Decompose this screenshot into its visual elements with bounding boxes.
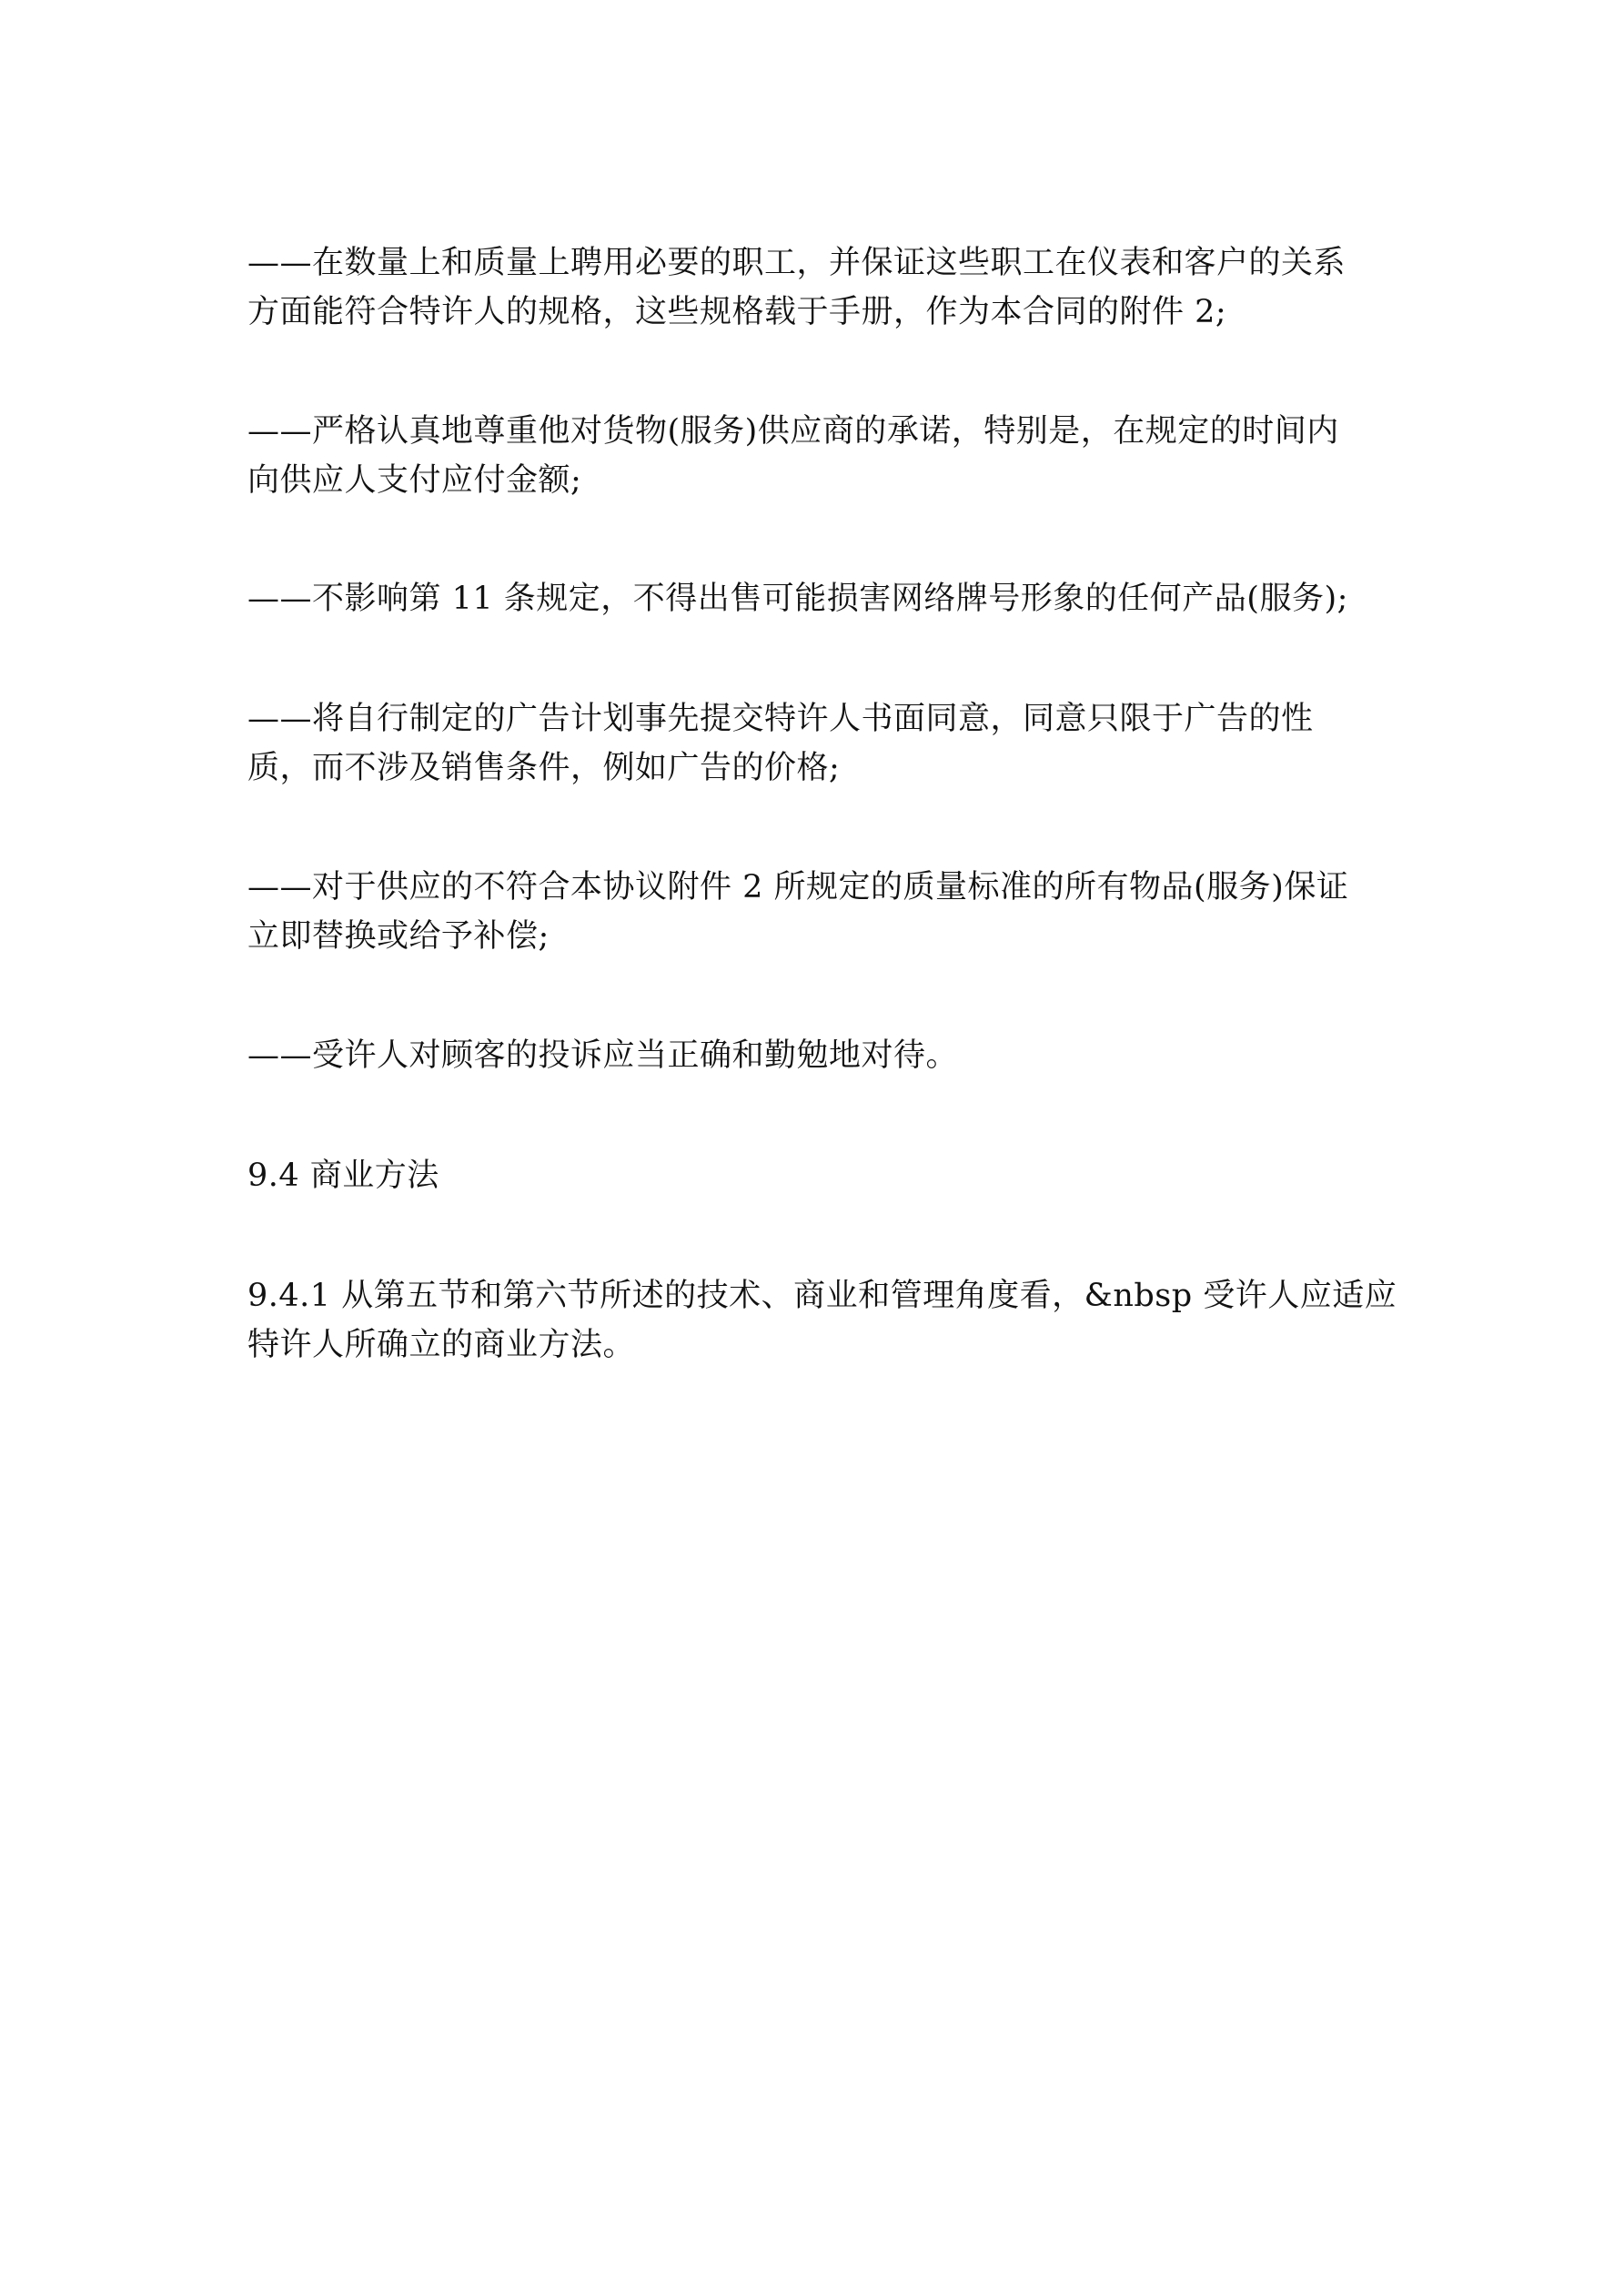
paragraph-line: 质，而不涉及销售条件，例如广告的价格; — [247, 750, 841, 786]
paragraph-line: 立即替换或给予补偿; — [247, 918, 550, 955]
paragraph-line: ——在数量上和质量上聘用必要的职工，并保证这些职工在仪表和客户的关系 — [247, 245, 1347, 281]
paragraph-line: ——将自行制定的广告计划事先提交特许人书面同意，同意只限于广告的性 — [247, 701, 1314, 737]
section-heading-text: 9.4 商业方法 — [247, 1158, 439, 1194]
paragraph-line: ——受许人对顾客的投诉应当正确和勤勉地对待。 — [247, 1037, 959, 1074]
paragraph-line: ——严格认真地尊重他对货物(服务)供应商的承诺，特别是，在规定的时间内 — [247, 413, 1339, 450]
paragraph-staff-requirements — [247, 238, 1346, 337]
paragraph-supplier-commitments — [247, 407, 1339, 505]
paragraph-business-method-adaptation — [247, 1271, 1397, 1370]
paragraph-quality-replacement — [247, 863, 1348, 961]
section-heading-business-methods — [247, 1151, 439, 1200]
paragraph-product-restriction — [247, 574, 1348, 623]
paragraph-line: ——对于供应的不符合本协议附件 2 所规定的质量标准的所有物品(服务)保证 — [247, 869, 1349, 905]
paragraph-line: 特许人所确立的商业方法。 — [247, 1327, 636, 1363]
paragraph-advertising-plan — [247, 694, 1314, 793]
paragraph-line: 向供应人支付应付金额; — [247, 462, 582, 499]
paragraph-line: 方面能符合特许人的规格，这些规格载于手册，作为本合同的附件 2; — [247, 294, 1227, 330]
paragraph-line: 9.4.1 从第五节和第六节所述的技术、商业和管理角度看，&nbsp 受许人应适应 — [247, 1278, 1397, 1314]
paragraph-line: ——不影响第 11 条规定，不得出售可能损害网络牌号形象的任何产品(服务); — [247, 581, 1348, 617]
paragraph-customer-complaints — [247, 1031, 958, 1080]
